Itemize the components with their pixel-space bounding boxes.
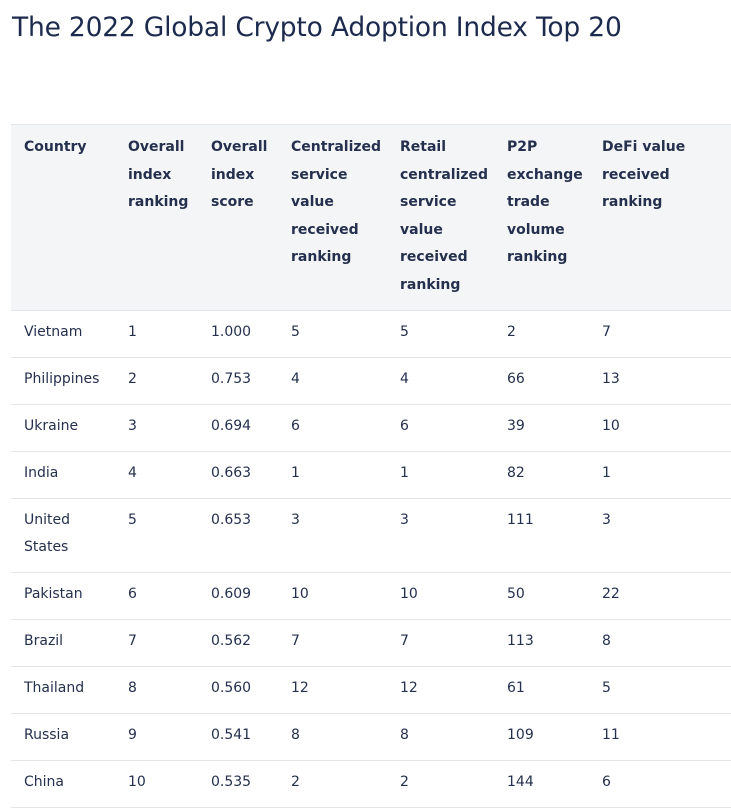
table-cell: 10 <box>387 573 494 620</box>
table-cell: 2 <box>387 761 494 808</box>
table-cell: 1 <box>589 452 731 499</box>
table-cell: 109 <box>494 714 589 761</box>
table-cell: 6 <box>387 405 494 452</box>
table-cell: 2 <box>115 358 198 405</box>
table-cell: 8 <box>115 667 198 714</box>
country-cell: India <box>11 452 115 499</box>
table-cell: 10 <box>589 405 731 452</box>
table-cell: 5 <box>387 311 494 358</box>
table-row <box>11 358 731 405</box>
table-row <box>11 620 731 667</box>
table-cell: 6 <box>115 573 198 620</box>
table-cell: 11 <box>589 714 731 761</box>
table-cell: 7 <box>115 620 198 667</box>
table-row <box>11 405 731 452</box>
table-cell: 5 <box>589 667 731 714</box>
table-cell: 12 <box>387 667 494 714</box>
column-header: Centralized service value received ranking <box>278 125 387 311</box>
table-container[interactable] <box>11 124 686 797</box>
crypto-adoption-table <box>11 124 731 808</box>
table-cell: 7 <box>387 620 494 667</box>
table-cell: 3 <box>115 405 198 452</box>
table-cell: 8 <box>278 714 387 761</box>
table-cell: 9 <box>115 714 198 761</box>
country-cell: Thailand <box>11 667 115 714</box>
column-header: DeFi value received ranking <box>589 125 731 311</box>
country-cell: Brazil <box>11 620 115 667</box>
table-cell: 3 <box>387 499 494 573</box>
table-cell: 8 <box>387 714 494 761</box>
table-cell: 1 <box>115 311 198 358</box>
table-cell: 7 <box>278 620 387 667</box>
country-cell: China <box>11 761 115 808</box>
table-row <box>11 311 731 358</box>
table-cell: 39 <box>494 405 589 452</box>
table-cell: 0.753 <box>198 358 278 405</box>
table-row <box>11 452 731 499</box>
table-cell: 6 <box>589 761 731 808</box>
column-header: Overall index ranking <box>115 125 198 311</box>
country-cell: United States <box>11 499 115 573</box>
column-header: Overall index score <box>198 125 278 311</box>
table-cell: 0.694 <box>198 405 278 452</box>
country-cell: Vietnam <box>11 311 115 358</box>
table-cell: 0.663 <box>198 452 278 499</box>
table-cell: 0.562 <box>198 620 278 667</box>
table-cell: 1 <box>278 452 387 499</box>
table-row <box>11 667 731 714</box>
table-cell: 0.653 <box>198 499 278 573</box>
table-cell: 6 <box>278 405 387 452</box>
table-cell: 0.560 <box>198 667 278 714</box>
table-cell: 10 <box>278 573 387 620</box>
column-header: Retail centralized service value received ranking <box>387 125 494 311</box>
table-cell: 4 <box>278 358 387 405</box>
table-cell: 4 <box>387 358 494 405</box>
table-cell: 7 <box>589 311 731 358</box>
table-cell: 5 <box>115 499 198 573</box>
country-cell: Pakistan <box>11 573 115 620</box>
table-cell: 12 <box>278 667 387 714</box>
table-cell: 13 <box>589 358 731 405</box>
table-cell: 3 <box>589 499 731 573</box>
table-row <box>11 499 731 573</box>
column-header: P2P exchange trade volume ranking <box>494 125 589 311</box>
table-cell: 2 <box>494 311 589 358</box>
table-cell: 2 <box>278 761 387 808</box>
table-cell: 50 <box>494 573 589 620</box>
country-cell: Ukraine <box>11 405 115 452</box>
table-cell: 0.609 <box>198 573 278 620</box>
table-cell: 4 <box>115 452 198 499</box>
page-title: The 2022 Global Crypto Adoption Index Top 20 <box>12 12 622 43</box>
table-cell: 61 <box>494 667 589 714</box>
table-cell: 10 <box>115 761 198 808</box>
table-cell: 8 <box>589 620 731 667</box>
table-cell: 82 <box>494 452 589 499</box>
table-row <box>11 573 731 620</box>
country-cell: Philippines <box>11 358 115 405</box>
table-cell: 1 <box>387 452 494 499</box>
table-cell: 0.541 <box>198 714 278 761</box>
table-header-row <box>11 125 731 311</box>
column-header: Country <box>11 125 115 311</box>
table-row <box>11 714 731 761</box>
table-cell: 66 <box>494 358 589 405</box>
country-cell: Russia <box>11 714 115 761</box>
table-row <box>11 761 731 808</box>
table-cell: 3 <box>278 499 387 573</box>
table-cell: 22 <box>589 573 731 620</box>
table-cell: 111 <box>494 499 589 573</box>
table-cell: 1.000 <box>198 311 278 358</box>
table-cell: 113 <box>494 620 589 667</box>
table-cell: 0.535 <box>198 761 278 808</box>
table-cell: 144 <box>494 761 589 808</box>
table-cell: 5 <box>278 311 387 358</box>
